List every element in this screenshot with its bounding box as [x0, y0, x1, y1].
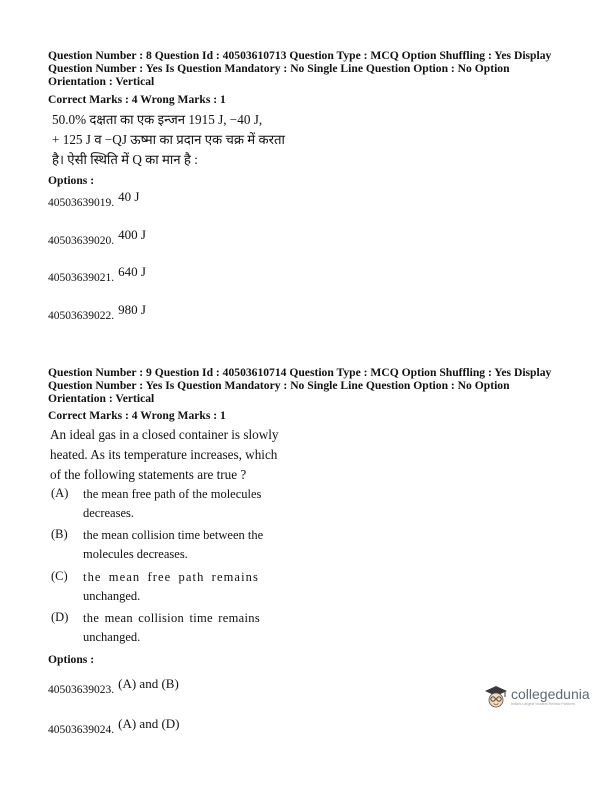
q8-header-line-1: Question Number : 8 Question Id : 40503610713 Question Type : MCQ Option Shuffling : Yes Display [48, 49, 552, 62]
q9-option-2[interactable] [48, 716, 180, 738]
q9-header [48, 366, 551, 405]
statement-letter: (D) [51, 610, 69, 624]
q9-header-line-1: Question Number : 9 Question Id : 40503610714 Question Type : MCQ Option Shuffling : Yes Display [48, 366, 552, 379]
q8-option-3[interactable] [48, 264, 146, 286]
logo-tagline: India's Largest Student Review Platform [511, 702, 575, 706]
option-id: 40503639023. [48, 684, 115, 696]
statement-line: molecules decreases. [83, 547, 188, 561]
statement-text [83, 485, 261, 523]
statement-line: the mean free path of the molecules [83, 487, 262, 501]
option-text: 400 J [118, 227, 146, 242]
statement-text [83, 609, 260, 647]
statement-line: unchanged. [83, 630, 141, 644]
statement-line: the mean free path remains [83, 570, 259, 584]
logo-name: collegedunia [511, 686, 590, 702]
q8-question-text [52, 110, 285, 170]
q8-options-label: Options : [48, 174, 95, 187]
statement-line: the mean collision time remains [83, 611, 260, 625]
q8-option-1[interactable] [48, 189, 140, 211]
option-id: 40503639022. [48, 310, 115, 322]
q9-options-label: Options : [48, 653, 95, 666]
statement-text [83, 526, 263, 564]
q9-option-1[interactable] [48, 676, 179, 698]
statement-text [83, 568, 259, 606]
q9-marks: Correct Marks : 4 Wrong Marks : 1 [48, 409, 226, 422]
statement-letter: (A) [51, 486, 69, 500]
q9-question-line-2: heated. As its temperature increases, which [50, 447, 278, 462]
option-id: 40503639020. [48, 235, 115, 247]
q9-header-line-2: Question Number : Yes Is Question Mandatory : No Single Line Question Option : No Option [48, 379, 510, 392]
q8-marks: Correct Marks : 4 Wrong Marks : 1 [48, 93, 226, 106]
q8-header-line-2: Question Number : Yes Is Question Mandatory : No Single Line Question Option : No Option [48, 62, 510, 75]
statement-letter: (C) [51, 569, 68, 583]
option-text: 40 J [118, 189, 140, 204]
statement-line: decreases. [83, 506, 135, 520]
option-id: 40503639019. [48, 197, 115, 209]
statement-line: the mean collision time between the [83, 528, 264, 542]
option-text: (A) and (D) [118, 716, 180, 731]
q8-option-2[interactable] [48, 227, 146, 249]
option-text: 980 J [118, 302, 146, 317]
graduate-mascot-icon [483, 683, 509, 709]
q9-question-line-1: An ideal gas in a closed container is slowly [50, 427, 279, 442]
option-text: (A) and (B) [118, 676, 179, 691]
option-id: 40503639021. [48, 272, 115, 284]
option-text: 640 J [118, 264, 146, 279]
q9-header-line-3: Orientation : Vertical [48, 392, 155, 405]
option-id: 40503639024. [48, 724, 115, 736]
q8-question-line-3: है। ऐसी स्थिति में Q का मान है : [52, 152, 198, 167]
q9-question-line-3: of the following statements are true ? [50, 467, 247, 482]
q8-header-line-3: Orientation : Vertical [48, 75, 155, 88]
collegedunia-logo [483, 683, 590, 709]
q8-option-4[interactable] [48, 302, 146, 324]
q9-question-text [50, 425, 279, 485]
statement-line: unchanged. [83, 589, 141, 603]
q8-question-line-2: + 125 J व −QJ ऊष्मा का प्रदान एक चक्र में करता [52, 132, 285, 147]
q8-header [48, 49, 551, 88]
q8-question-line-1: 50.0% दक्षता का एक इन्जन 1915 J, −40 J, [52, 112, 263, 127]
statement-letter: (B) [51, 527, 68, 541]
